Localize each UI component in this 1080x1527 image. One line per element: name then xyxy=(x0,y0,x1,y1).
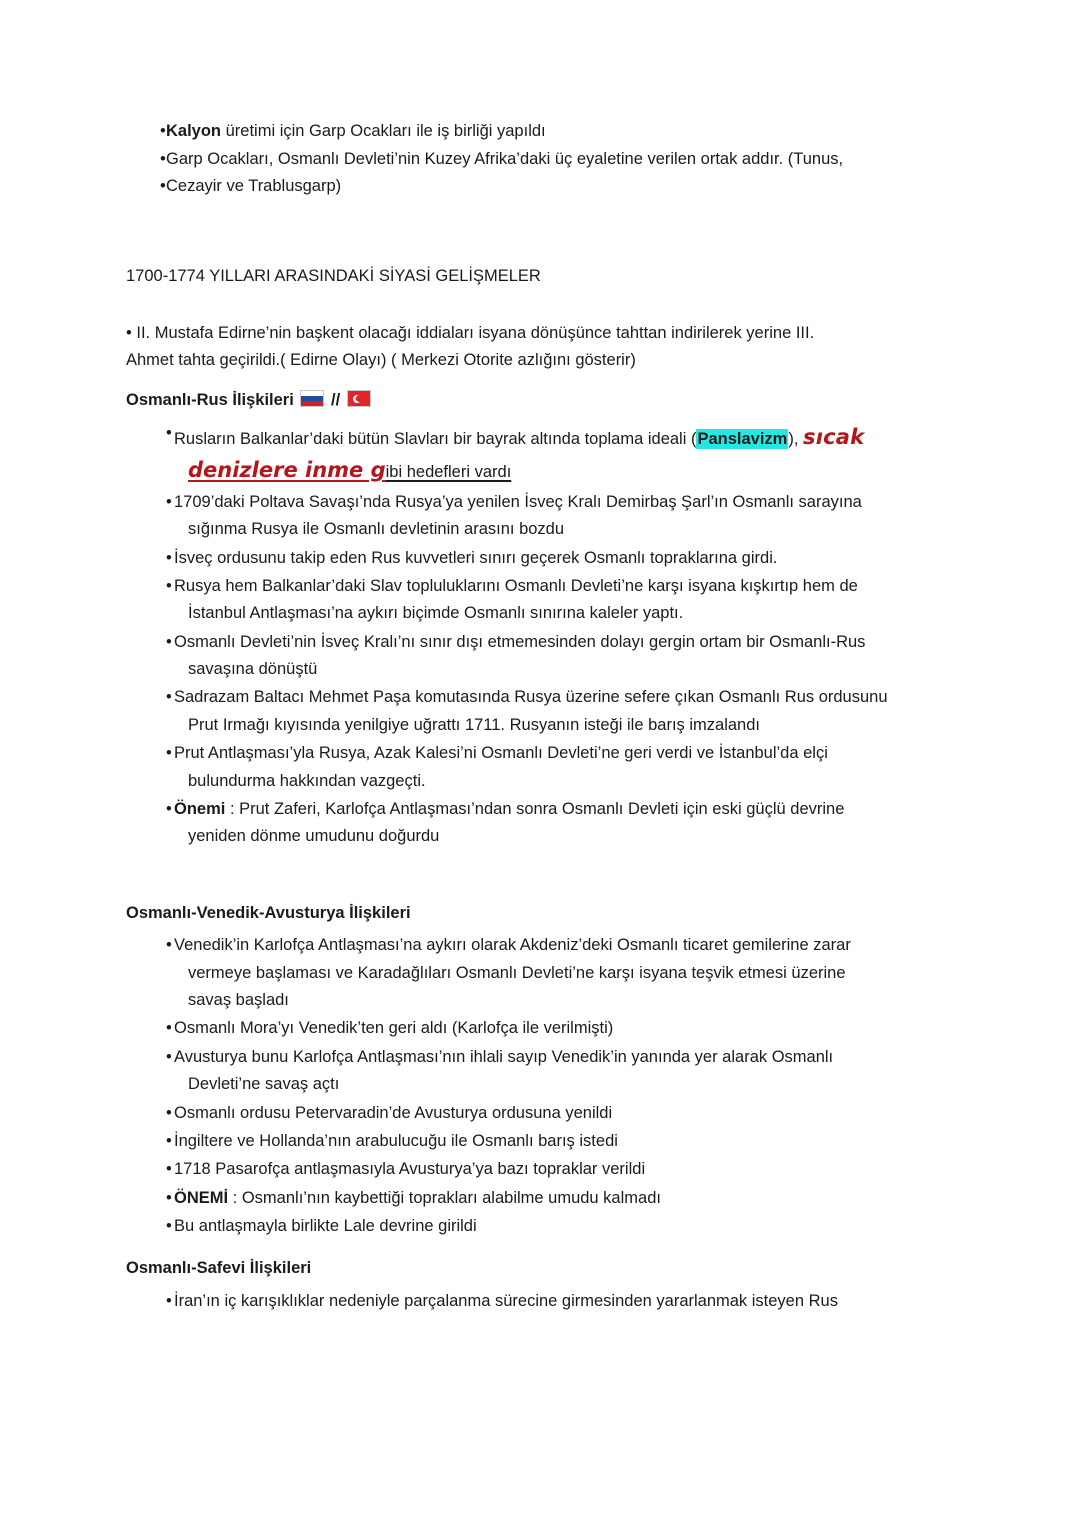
list-item-text: Garp Ocakları, Osmanlı Devleti’nin Kuzey Afrika’daki üç eyaletine verilen ortak addır. (Tunus, xyxy=(166,149,844,168)
list-item-text: İsveç ordusunu takip eden Rus kuvvetleri sınırı geçerek Osmanlı topraklarına girdi. xyxy=(174,548,778,567)
heading-osmanli-rus xyxy=(126,387,966,414)
list-item-text: : Osmanlı’nın kaybettiği toprakları alabilme umudu kalmadı xyxy=(228,1188,661,1207)
list-item-text: 1709’daki Poltava Savaşı’nda Rusya’ya yenilen İsveç Kralı Demirbaş Şarl’ın Osmanlı sarayına xyxy=(174,492,862,511)
list-osmanli-safevi xyxy=(126,1288,966,1315)
bullet-glyph: • xyxy=(166,1292,172,1311)
list-item xyxy=(126,1185,966,1212)
bullet-glyph: • xyxy=(166,688,172,707)
list-item xyxy=(126,740,966,795)
list-item-text: Osmanlı Devleti’nin İsveç Kralı’nı sınır dışı etmemesinden dolayı gergin ortam bir Osmanlı-Rus xyxy=(174,632,866,651)
bullet-glyph: • xyxy=(166,744,172,763)
list-item-text: Osmanlı Mora’yı Venedik’ten geri aldı (Karlofça ile verilmişti) xyxy=(174,1019,614,1038)
spacer xyxy=(126,1241,966,1255)
paragraph-mustafa xyxy=(126,320,966,373)
heading-label: Osmanlı-Rus İlişkileri xyxy=(126,391,294,410)
list-item xyxy=(126,1156,966,1183)
bullet-glyph: • xyxy=(166,576,172,595)
bullet-glyph: • xyxy=(160,177,166,196)
bullet-glyph: • xyxy=(160,149,166,168)
list-item-text: üretimi için Garp Ocakları ile iş birliği yapıldı xyxy=(221,122,546,140)
bullet-glyph: • xyxy=(166,1188,172,1207)
annotation-tail-text: ibi hedefleri vardı xyxy=(385,462,512,481)
list-item-text: Avusturya bunu Karlofça Antlaşması’nın ihlali sayıp Venedik’in yanında yer alarak Osmanlı xyxy=(174,1047,834,1066)
bullet-glyph: • xyxy=(166,1047,172,1066)
handwritten-annotation-line-1: sıcak xyxy=(803,425,865,450)
list-item xyxy=(126,1044,966,1099)
list-item xyxy=(126,1100,966,1127)
list-item-text-cont: Devleti’ne savaş açtı xyxy=(188,1075,340,1094)
bullet-glyph: • xyxy=(160,122,166,140)
bullet-glyph: • xyxy=(166,1103,172,1122)
list-item-text: Cezayir ve Trablusgarp) xyxy=(166,177,342,196)
list-item-text: Rusların Balkanlar’daki bütün Slavları bir bayrak altında toplama ideali ( xyxy=(174,430,697,449)
list-item-text: Sadrazam Baltacı Mehmet Paşa komutasında Rusya üzerine sefere çıkan Osmanlı Rus ordusunu xyxy=(174,688,888,707)
bullet-glyph: • xyxy=(166,936,172,955)
paragraph-line-2: Ahmet tahta geçirildi.( Edirne Olayı) ( Merkezi Otorite azlığını gösterir) xyxy=(126,350,636,369)
bullet-glyph: • xyxy=(166,492,172,511)
turkey-flag-icon xyxy=(347,390,371,407)
spacer xyxy=(126,290,966,320)
list-item xyxy=(126,545,966,572)
list-item-text-post: ), xyxy=(788,430,804,449)
list-item-text-cont: yeniden dönme umudunu doğurdu xyxy=(188,827,440,846)
list-item xyxy=(126,629,966,684)
list-item xyxy=(126,684,966,739)
bullet-glyph: • xyxy=(166,1217,172,1236)
paragraph-line-1: • II. Mustafa Edirne’nin başkent olacağı iddiaları isyana dönüşünce tahttan indirilerek yerine III. xyxy=(126,323,815,342)
list-item xyxy=(126,118,966,146)
list-item xyxy=(126,1128,966,1155)
list-item xyxy=(126,173,966,201)
list-item-text: Osmanlı ordusu Petervaradin’de Avusturya ordusuna yenildi xyxy=(174,1103,613,1122)
list-item xyxy=(126,420,966,488)
annotation-second-line xyxy=(174,453,966,488)
list-item-text-cont: savaşına dönüştü xyxy=(188,660,318,678)
list-item xyxy=(126,932,966,1014)
bullet-glyph: • xyxy=(166,548,172,567)
list-item-lead: ÖNEMİ xyxy=(174,1188,229,1207)
list-item-text-cont-2: savaş başladı xyxy=(188,991,289,1010)
list-item-text: : Prut Zaferi, Karlofça Antlaşması’ndan sonra Osmanlı Devleti için eski güçlü devrine xyxy=(225,799,845,818)
top-bullet-list xyxy=(126,118,966,201)
list-item-text-cont: Prut Irmağı kıyısında yenilgiye uğrattı 1711. Rusyanın isteği ile barış imzalandı xyxy=(188,715,760,734)
list-item xyxy=(126,1288,966,1315)
bullet-glyph: • xyxy=(166,1131,172,1150)
list-item-text: Rusya hem Balkanlar’daki Slav topluluklarını Osmanlı Devleti’ne karşı isyana kışkırtıp hem de xyxy=(174,576,858,595)
heading-osmanli-venedik-avusturya: Osmanlı-Venedik-Avusturya İlişkileri xyxy=(126,903,411,922)
list-item-text: Venedik’in Karlofça Antlaşması’na aykırı olarak Akdeniz’deki Osmanlı ticaret gemilerine zarar xyxy=(174,936,851,955)
separator-slashes: // xyxy=(331,391,341,410)
list-item-lead: Önemi xyxy=(174,799,226,818)
handwritten-annotation-line-2: denizlere inme g xyxy=(188,457,386,482)
list-item-text-cont: sığınma Rusya ile Osmanlı devletinin arasını bozdu xyxy=(188,520,565,539)
bullet-glyph: • xyxy=(166,1160,172,1179)
bullet-glyph: • xyxy=(166,799,172,818)
list-item xyxy=(126,146,966,174)
list-item xyxy=(126,1213,966,1240)
highlight-panslavizm: Panslavizm xyxy=(697,430,788,449)
list-item xyxy=(126,489,966,544)
list-item-lead: Kalyon xyxy=(166,122,222,140)
bullet-glyph: • xyxy=(166,424,172,443)
heading-osmanli-safevi: Osmanlı-Safevi İlişkileri xyxy=(126,1259,312,1278)
list-item-text: Bu antlaşmayla birlikte Lale devrine girildi xyxy=(174,1217,477,1236)
list-item xyxy=(126,796,966,851)
list-item-text-cont: vermeye başlaması ve Karadağlıları Osmanlı Devleti’ne karşı isyana teşvik etmesi üzerine xyxy=(188,963,846,982)
russia-flag-icon xyxy=(300,390,324,407)
list-item-text-cont: bulundurma hakkından vazgeçti. xyxy=(188,771,426,790)
list-osmanli-rus xyxy=(126,420,966,851)
list-item xyxy=(126,573,966,628)
list-osmanli-venedik-avusturya xyxy=(126,932,966,1240)
list-item-text: Prut Antlaşması’yla Rusya, Azak Kalesi’ni Osmanlı Devleti’ne geri verdi ve İstanbul’da elçi xyxy=(174,744,828,763)
bullet-glyph: • xyxy=(166,1019,172,1038)
spacer xyxy=(126,852,966,900)
spacer xyxy=(126,201,966,263)
list-item-text: 1718 Pasarofça antlaşmasıyla Avusturya’ya bazı topraklar verildi xyxy=(174,1160,646,1179)
document-body xyxy=(126,118,966,1317)
list-item xyxy=(126,1015,966,1042)
section-heading-siyasi-gelismeler: 1700-1774 YILLARI ARASINDAKİ SİYASİ GELİŞMELER xyxy=(126,267,541,286)
bullet-glyph: • xyxy=(166,632,172,651)
list-item-text: İran’ın iç karışıklıklar nedeniyle parçalanma sürecine girmesinden yararlanmak isteyen Rus xyxy=(174,1292,838,1311)
spacer xyxy=(126,373,966,387)
list-item-text-cont: İstanbul Antlaşması’na aykırı biçimde Osmanlı sınırına kaleler yaptı. xyxy=(188,604,684,623)
list-item-text: İngiltere ve Hollanda’nın arabulucuğu ile Osmanlı barış istedi xyxy=(174,1131,618,1150)
